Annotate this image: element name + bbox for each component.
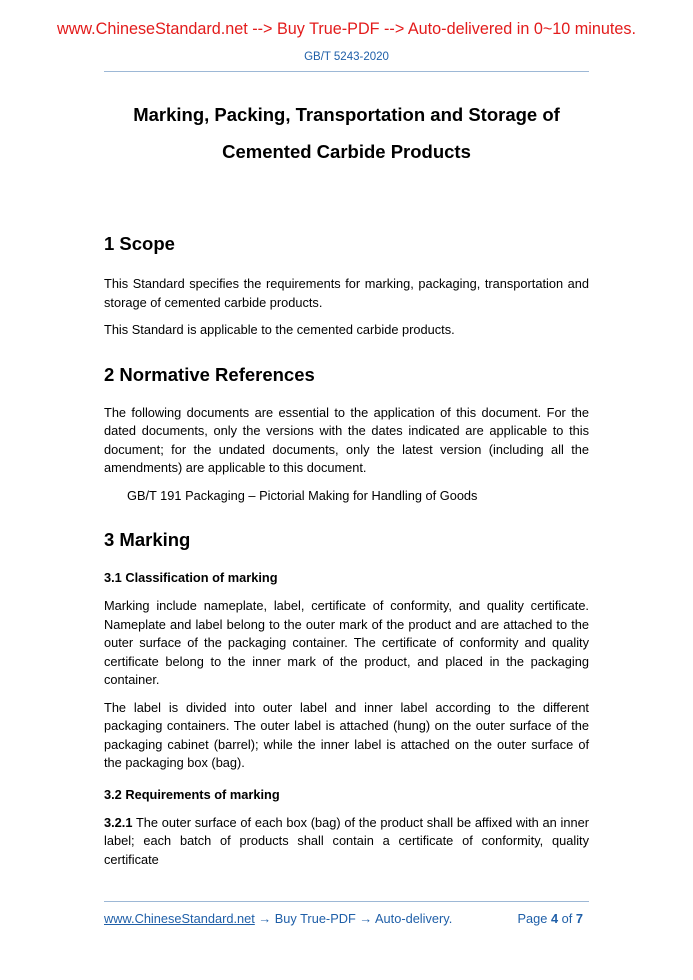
page-label: Page	[517, 911, 548, 926]
document-title-line-2: Cemented Carbide Products	[222, 141, 471, 162]
page-number: 4	[550, 911, 559, 926]
page-footer	[104, 911, 589, 929]
footer-site-link[interactable]: www.ChineseStandard.net	[104, 911, 255, 926]
marking-paragraph-3	[104, 814, 589, 870]
document-body	[104, 232, 589, 869]
scope-paragraph-1: This Standard specifies the requirements for marking, packaging, transportation and storage of cemented carbide products.	[104, 276, 589, 310]
section-heading-normative-references: 2 Normative References	[104, 363, 315, 385]
document-code: GB/T 5243-2020	[304, 51, 389, 63]
header-divider	[104, 71, 589, 72]
normative-paragraph: The following documents are essential to the application of this document. For the dated documents, only the versions with the dates indicated are applicable to this document; for the undated documents, only the latest version (including all the amendments) are applicable to this document.	[104, 404, 589, 475]
scope-paragraph-2: This Standard is applicable to the cemented carbide products.	[104, 322, 455, 337]
footer-divider	[104, 901, 589, 902]
section-heading-scope: 1 Scope	[104, 233, 175, 254]
of-label: of	[561, 911, 573, 926]
page-total: 7	[575, 911, 583, 926]
subsection-heading-requirements: 3.2 Requirements of marking	[104, 786, 280, 802]
section-heading-marking: 3 Marking	[104, 529, 191, 550]
marking-paragraph-1: Marking include nameplate, label, certificate of conformity, and quality certificate. Nameplate and label belong to the outer mark of the product and are attached to the outer surface of the packaging container. The certificate of conformity and quality certificate belong to the inner mark of the product, and placed in the packaging container.	[104, 598, 589, 687]
promo-banner[interactable]: www.ChineseStandard.net --> Buy True-PDF --> Auto-delivered in 0~10 minutes.	[57, 20, 636, 38]
footer-links-text: → Buy True-PDF → Auto-delivery.	[254, 911, 453, 926]
reference-item: GB/T 191 Packaging – Pictorial Making for Handling of Goods	[127, 487, 478, 503]
marking-paragraph-2: The label is divided into outer label and inner label according to the different packaging containers. The outer label is attached (hung) on the outer surface of the packaging cabinet (barrel); while the inner label is attached on the outer surface of the packaging box (bag).	[104, 699, 589, 770]
clause-number: 3.2.1	[104, 814, 133, 830]
page-indicator	[517, 911, 583, 926]
document-title-line-1: Marking, Packing, Transportation and Storage of	[133, 104, 560, 125]
clause-text: The outer surface of each box (bag) of the product shall be affixed with an inner label; each batch of products shall contain a certificate of conformity, quality certificate	[104, 814, 589, 867]
subsection-heading-classification: 3.1 Classification of marking	[104, 570, 278, 585]
